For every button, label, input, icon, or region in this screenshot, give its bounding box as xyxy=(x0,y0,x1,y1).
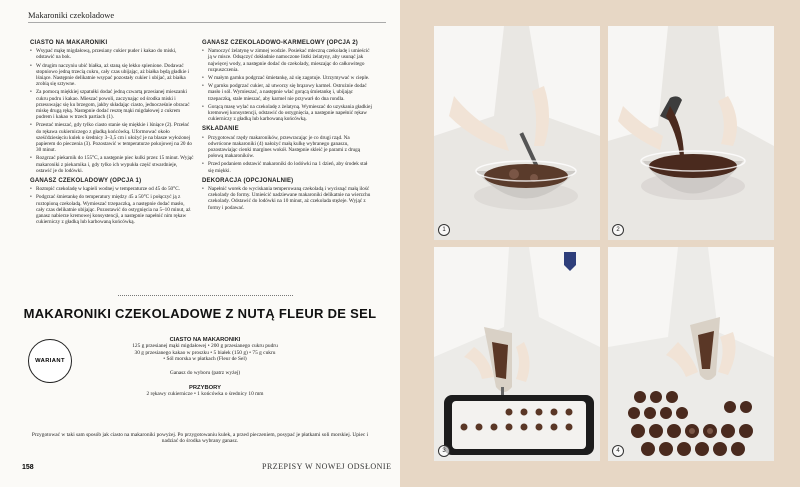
step-photo-1 xyxy=(434,26,600,240)
step-photo-3 xyxy=(434,247,600,461)
step-number: 1 xyxy=(438,224,450,236)
ingredients-line: • Sól morska w płatkach (Fleur de Sel) xyxy=(163,356,247,363)
variant-badge-label: WARIANT xyxy=(35,358,65,364)
step-number: 2 xyxy=(612,224,624,236)
step-item: • Napełnić worek do wyciskania temperowaną czekoladą i wycisnąć małą ilość czekolady do formy. Umieścić nadziewane makaroniki delikatnie na wierzchu czekolady. Odstawić do lodówki na 10 minut, aż czekolada stężeje. Wyjąć z formy i podawać. xyxy=(202,186,372,211)
ingredients-line: 125 g przesianej mąki migdałowej • 200 g przesianego cukru pudru xyxy=(132,343,278,350)
text-column-left xyxy=(30,40,194,229)
right-page xyxy=(400,0,800,487)
step-list xyxy=(202,135,372,174)
step-list xyxy=(30,186,194,225)
section-title: SKŁADANIE xyxy=(202,126,239,133)
ganache-line: Ganasz do wyboru (patrz wyżej) xyxy=(169,369,241,376)
running-footer: PRZEPISY W NOWEJ ODSŁONIE xyxy=(262,462,392,471)
step-item: • Przed podaniem odstawić makaroniki do lodówki na 1 dzień, aby środek stał się miękki. xyxy=(202,161,372,173)
step-item: • W małym garnku podgrzać śmietankę, aż się zagotuje. Utrzymywać w cieple. xyxy=(202,75,372,81)
step-list xyxy=(202,186,372,211)
ingredients-title: CIASTO NA MAKARONIKI xyxy=(169,337,241,343)
step-number: 4 xyxy=(612,445,624,457)
step-item: • Roztopić czekoladę w kąpieli wodnej w temperaturze od 45 do 50°C. xyxy=(30,186,194,192)
section-title: GANASZ CZEKOLADOWY (OPCJA 1) xyxy=(30,178,142,185)
step-item: • Podgrzać śmietankę do temperatury między 45 a 50°C i połączyć ją z roztopioną czekoladą. Wymieszać trzepaczką, a następnie dodać masło, cały czas delikatnie ubijając. Pozostawić do ostygnięcia na 5–10 minut, aż ganasz nabierze kremowej konsystencji, a następnie napełnić nim rękaw cukierniczy z gładką lub karbowaną końcówką. xyxy=(30,194,194,225)
variant-note: Przygotować w taki sam sposób jak ciasto na makaroniki powyżej. Po przygotowaniu kulek, a przed pieczeniem, posypać je płatkami soli morskiej. Upiec i nadziać do środka wybrany ganasz. xyxy=(31,432,369,445)
step-list xyxy=(202,48,372,122)
step-item: • Namoczyć żelatynę w zimnej wodzie. Posiekać mleczną czekoladę i umieścić ją w misce. Odsączyć dokładnie namoczone listki żelatyny, aby usunąć jak najwięcej wody, a następnie dodać do czekolady, mieszając do całkowitego rozpuszczenia. xyxy=(202,48,372,73)
step-item: • W garnku podgrzać cukier, aż utworzy się brązowy karmel. Ostrożnie dodać masło i sól. Wymieszać, a następnie wlać gorącą śmietankę i, ubijając trzepaczką, stale mieszać, aby karmel nie przywarł do dna rondla. xyxy=(202,83,372,102)
step-photo-2 xyxy=(608,26,774,240)
page-number: 158 xyxy=(22,464,34,471)
step-item: • Za pomocą miękkiej szpatułki dodać jedną czwartą przesianej mieszanki cukru pudru i kakao. Mieszać powoli, zaczynając od środka miski i przesuwając się ku brzegom, jakby składając ciasto, jednocześnie obracać miskę drugą ręką. Następnie dodać resztę mąki migdałowej z cukrem pudrem i kakao w trzech partiach (1). xyxy=(30,89,194,120)
tools-title: PRZYBORY xyxy=(189,385,221,392)
step-item: • W drugim naczyniu ubić białka, aż staną się lekko spienione. Dodawać stopniowo jedną trzecią cukru, cały czas ubijając, aż białka będą gładkie i lśniące. Następnie delikatnie wsypać pozostały cukier i ubijać, aż białka zrobią się sztywne. xyxy=(30,63,194,88)
dotted-divider xyxy=(118,295,293,296)
variant-badge xyxy=(28,339,72,383)
step-item: • Przestać mieszać, gdy tylko ciasto stanie się miękkie i lśniące (2). Przełać do rękawa cukierniczego z gładką końcówką. Uformować około sześćdziesięciu kulek o średnicy 3–3,5 cm i ułożyć je na blasze wyłożonej papierem do pieczenia (3). Pozostawić w temperaturze pokojowej na 20 do 30 minut. xyxy=(30,122,194,153)
step-list xyxy=(30,48,194,174)
step-item: • Rozgrzać piekarnik do 155°C, a następnie piec kulki przez 15 minut. Wyjąć makaroniki z piekarnika i, gdy tylko ich wypukła część stwardnieje, ostawić je do lodówki. xyxy=(30,155,194,174)
ingredients-line: 30 g przesianego kakao w proszku • 5 białek (150 g) • 75 g cukru xyxy=(134,349,276,356)
variant-title: MAKARONIKI CZEKOLADOWE Z NUTĄ FLEUR DE SEL xyxy=(23,306,377,321)
text-column-right xyxy=(202,40,372,215)
running-title: Makaroniki czekoladowe xyxy=(28,10,115,20)
header-rule xyxy=(28,22,386,23)
section-title: DEKORACJA (OPCJONALNIE) xyxy=(202,177,294,184)
section-title: CIASTO NA MAKARONIKI xyxy=(30,40,108,46)
section-title: GANASZ CZEKOLADOWO-KARMELOWY (OPCJA 2) xyxy=(202,40,358,46)
step-item: • Wsypać mąkę migdałową, przesiany cukier puder i kakao do miski, odstawić na bok. xyxy=(30,48,194,60)
tools-line: 2 rękawy cukiernicze • 1 końcówka o średnicy 10 mm xyxy=(146,391,264,398)
step-item: • Gorącą masę wylać na czekoladę z żelatyną. Wymieszać do uzyskania gładkiej kremowej konsystencji, odstawić do ostygnięcia, a następnie napełnić rękaw cukierniczy z gładką lub karbowaną końcówką. xyxy=(202,104,372,123)
step-number: 3 xyxy=(438,445,450,457)
step-item: • Przygotować rzędy makaroników, przewracając je co drugi rząd. Na odwrócone makaroniki (4) nałożyć małą kulkę wybranego ganaszu, pozostawiając cienki margines wokół. Następnie skleić je parami z drugą połową makaroników. xyxy=(202,135,372,160)
step-photo-4 xyxy=(608,247,774,461)
variant-recipe xyxy=(70,335,340,398)
